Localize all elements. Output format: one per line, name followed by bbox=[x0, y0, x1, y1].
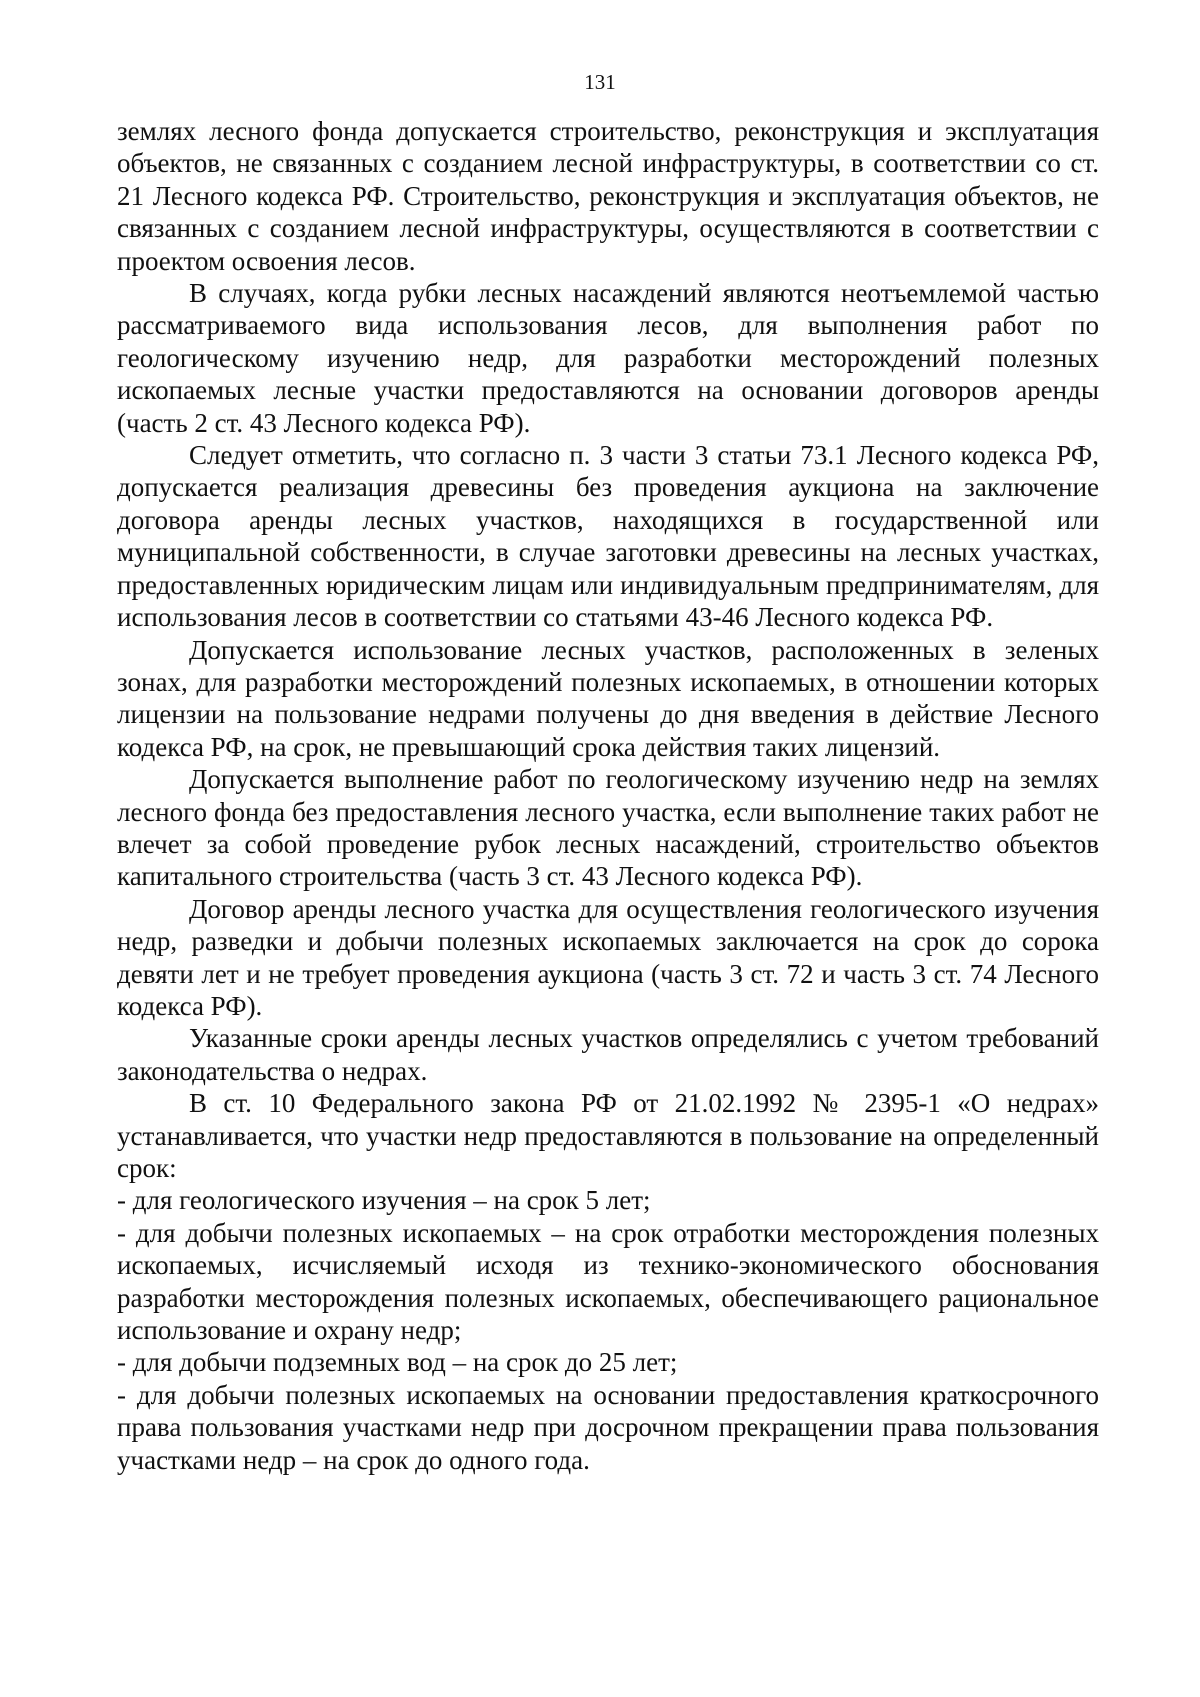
paragraph: В случаях, когда рубки лесных насаждений являются неотъемлемой частью рассматриваемого вида использования лесов, для выполнения работ по геологическому изучению недр, для разработки месторождений полезных ископаемых лесные участки предоставляются на основании договоров аренды (часть 2 ст. 43 Лесного кодекса РФ). bbox=[117, 278, 1099, 438]
list-item: - для добычи полезных ископаемых на основании предоставления краткосрочного права пользования участками недр при досрочном прекращении права пользования участками недр – на срок до одного года. bbox=[117, 1379, 1099, 1475]
paragraph: Допускается использование лесных участков, расположенных в зеленых зонах, для разработки месторождений полезных ископаемых, в отношении которых лицензии на пользование недрами получены до дня введения в действие Лесного кодекса РФ, на срок, не превышающий срока действия таких лицензий. bbox=[117, 634, 1099, 762]
paragraph-continuation: землях лесного фонда допускается строительство, реконструкция и эксплуатация объектов, не связанных с созданием лесной инфраструктуры, в соответствии со ст. 21 Лесного кодекса РФ. Строительство, реконструкция и эксплуатация объектов, не связанных с созданием лесной инфраструктуры, осуществляются в соответствии с проектом освоения лесов. bbox=[117, 116, 1099, 276]
list-item: - для добычи полезных ископаемых – на срок отработки месторождения полезных ископаемых, исчисляемый исходя из технико-экономического обоснования разработки месторождения полезных ископаемых, обеспечивающего рациональное использование и охрану недр; bbox=[117, 1217, 1099, 1346]
paragraph: Следует отметить, что согласно п. 3 части 3 статьи 73.1 Лесного кодекса РФ, допускается реализация древесины без проведения аукциона на заключение договора аренды лесных участков, находящихся в государственной или муниципальной собственности, в случае заготовки древесины на лесных участках, предоставленных юридическим лицам или индивидуальным предпринимателям, для использования лесов в соответствии со статьями 43-46 Лесного кодекса РФ. bbox=[117, 440, 1099, 633]
list-item: - для добычи подземных вод – на срок до 25 лет; bbox=[117, 1347, 678, 1378]
document-body bbox=[117, 115, 1099, 1476]
paragraph: В ст. 10 Федерального закона РФ от 21.02.1992 № 2395-1 «О недрах» устанавливается, что участки недр предоставляются в пользование на определенный срок: bbox=[117, 1088, 1099, 1183]
list-item: - для геологического изучения – на срок 5 лет; bbox=[117, 1185, 651, 1216]
paragraph: Допускается выполнение работ по геологическому изучению недр на землях лесного фонда без предоставления лесного участка, если выполнение таких работ не влечет за собой проведение рубок лесных насаждений, строительство объектов капитального строительства (часть 3 ст. 43 Лесного кодекса РФ). bbox=[117, 764, 1099, 892]
paragraph: Указанные сроки аренды лесных участков определялись с учетом требований законодательства о недрах. bbox=[117, 1023, 1099, 1086]
page-number: 131 bbox=[584, 70, 616, 94]
paragraph: Договор аренды лесного участка для осуществления геологического изучения недр, разведки и добычи полезных ископаемых заключается на срок до сорока девяти лет и не требует проведения аукциона (часть 3 ст. 72 и часть 3 ст. 74 Лесного кодекса РФ). bbox=[117, 893, 1099, 1021]
